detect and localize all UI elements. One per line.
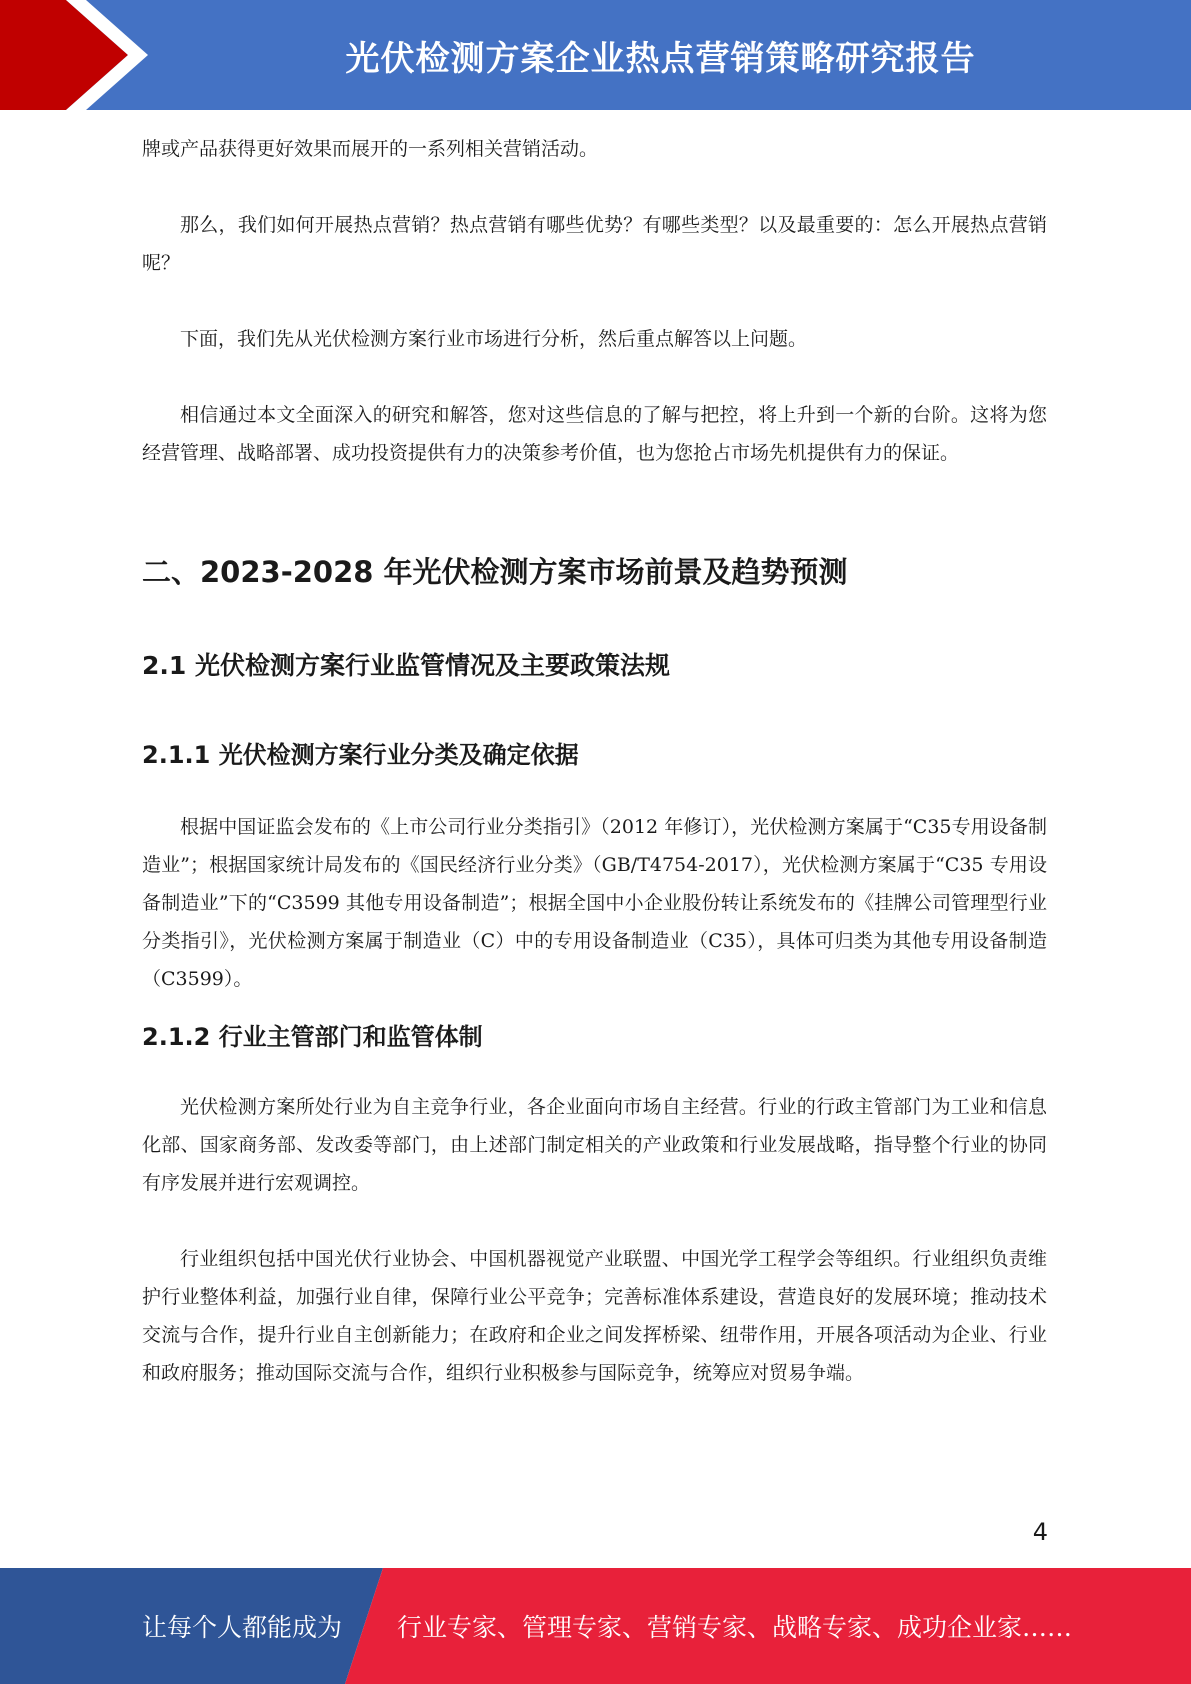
paragraph-continued: 牌或产品获得更好效果而展开的一系列相关营销活动。 xyxy=(142,138,599,160)
paragraph-intro: 下面，我们先从光伏检测方案行业市场进行分析，然后重点解答以上问题。 xyxy=(180,328,808,350)
section-2-1-2-heading: 2.1.2 行业主管部门和监管体制 xyxy=(142,1023,483,1051)
section-2-1-heading: 2.1 光伏检测方案行业监管情况及主要政策法规 xyxy=(142,651,670,680)
section-2-heading: 二、2023-2028 年光伏检测方案市场前景及趋势预测 xyxy=(142,555,848,589)
document-body xyxy=(142,130,1047,1392)
section-2-1-1-heading: 2.1.1 光伏检测方案行业分类及确定依据 xyxy=(142,741,579,769)
page-number: 4 xyxy=(1032,1518,1048,1546)
section-2-1-2-text-1: 光伏检测方案所处行业为自主竞争行业，各企业面向市场自主经营。行业的行政主管部门为工业和信息化部、国家商务部、发改委等部门，由上述部门制定相关的产业政策和行业发展战略，指导整个行业的协同有序发展并进行宏观调控。 xyxy=(142,1096,1047,1194)
page-footer xyxy=(0,1568,1191,1684)
footer-slogan-left: 让每个人都能成为 xyxy=(142,1613,343,1642)
section-2-1-2-text-2: 行业组织包括中国光伏行业协会、中国机器视觉产业联盟、中国光学工程学会等组织。行业组织负责维护行业整体利益，加强行业自律，保障行业公平竞争；完善标准体系建设，营造良好的发展环境；推动技术交流与合作，提升行业自主创新能力；在政府和企业之间发挥桥梁、纽带作用，开展各项活动为企业、行业和政府服务；推动国际交流与合作，组织行业积极参与国际竞争，统筹应对贸易争端。 xyxy=(142,1248,1047,1384)
paragraph-questions: 那么，我们如何开展热点营销？热点营销有哪些优势？有哪些类型？以及最重要的：怎么开展热点营销呢？ xyxy=(142,214,1047,274)
page-header xyxy=(0,0,1191,110)
paragraph-value: 相信通过本文全面深入的研究和解答，您对这些信息的了解与把控，将上升到一个新的台阶。这将为您经营管理、战略部署、成功投资提供有力的决策参考价值，也为您抢占市场先机提供有力的保证。 xyxy=(142,404,1047,464)
header-title: 光伏检测方案企业热点营销策略研究报告 xyxy=(345,38,976,79)
section-2-1-1-text: 根据中国证监会发布的《上市公司行业分类指引》（2012 年修订），光伏检测方案属于“C35专用设备制造业”；根据国家统计局发布的《国民经济行业分类》（GB/T4754-2017），光伏检测方案属于“C35 专用设备制造业”下的“C3599 其他专用设备制造”；根据全国中小企业股份转让系统发布的《挂牌公司管理型行业分类指引》，光伏检测方案属于制造业（C）中的专用设备制造业（C35），具体可归类为其他专用设备制造（C3599）。 xyxy=(142,816,1047,990)
footer-slogan-right: 行业专家、管理专家、营销专家、战略专家、成功企业家…… xyxy=(397,1613,1073,1642)
